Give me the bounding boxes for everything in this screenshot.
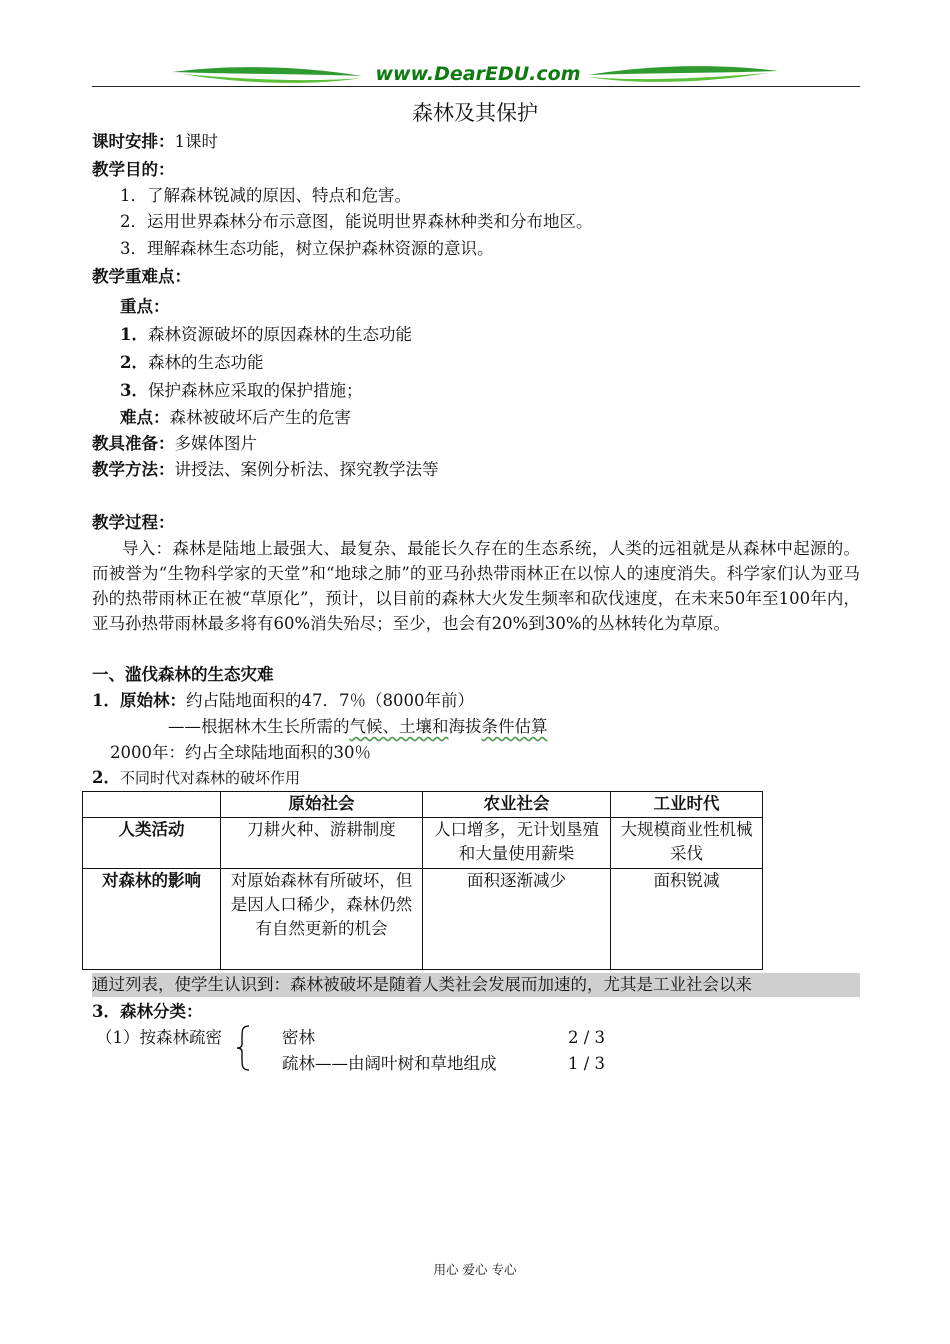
density-item-ratio: 1 / 3	[568, 1054, 606, 1073]
primeval-line	[92, 690, 474, 712]
materials-line	[92, 433, 257, 455]
schedule-label: 课时安排：	[92, 132, 175, 151]
table-header-row	[83, 792, 763, 818]
section-heading: 一、滥伐森林的生态灾难	[92, 665, 274, 684]
focus-item	[120, 324, 412, 346]
table-row-label: 对森林的影响	[83, 869, 221, 970]
difficulty-label: 难点：	[120, 408, 170, 427]
table-cell: 刀耕火种、游耕制度	[221, 818, 423, 869]
density-item-ratio: 2 / 3	[568, 1028, 606, 1047]
table-cell: 面积逐渐减少	[423, 869, 611, 970]
table-caption-num: 2．	[92, 768, 120, 787]
table-header-cell: 原始社会	[221, 792, 423, 818]
focus-label: 重点：	[120, 297, 170, 316]
table-caption	[92, 768, 300, 788]
schedule-line	[92, 131, 218, 153]
methods-label: 教学方法：	[92, 460, 175, 479]
table-header-cell	[83, 792, 221, 818]
classification-heading: 3．森林分类：	[92, 1002, 203, 1021]
year-text: 约占全球陆地面积的30％	[185, 743, 371, 762]
objective-item: 2．运用世界森林分布示意图，能说明世界森林种类和分布地区。	[120, 212, 593, 231]
summary-highlight: 通过列表，使学生认识到：森林被破坏是随着人类社会发展而加速的，尤其是工业社会以来	[92, 973, 860, 997]
table-caption-text: 不同时代对森林的破坏作用	[119, 769, 300, 787]
primeval-note-part: 海拔	[448, 717, 482, 736]
objective-item: 1．了解森林锐减的原因、特点和危害。	[120, 186, 411, 205]
primeval-note	[168, 716, 548, 738]
materials-label: 教具准备：	[92, 434, 175, 453]
objectives-label: 教学目的：	[92, 160, 175, 179]
intro-paragraph: 导入：森林是陆地上最强大、最复杂、最能长久存在的生态系统，人类的远祖就是从森林中起源的。而被誉为“生物科学家的天堂”和“地球之肺”的亚马孙热带雨林正在以惊人的速度消失。科学家们认为亚马孙的热带雨林正在被“草原化”，预计，以目前的森林大火发生频率和砍伐速度，在未来50年至100年内，亚马孙热带雨林最多将有60%消失殆尽；至少，也会有20%到30%的丛林转化为草原。	[92, 539, 860, 633]
table-row	[83, 818, 763, 869]
focus-item-text: 森林的生态功能	[147, 353, 264, 372]
objective-item: 3．理解森林生态功能，树立保护森林资源的意识。	[120, 239, 494, 258]
table-cell: 大规模商业性机械采伐	[611, 818, 763, 869]
page-footer: 用心 爱心 专心	[433, 1262, 517, 1277]
focus-item-num: 2．	[120, 353, 148, 372]
header-divider	[92, 86, 860, 87]
focus-item	[120, 380, 362, 402]
primeval-text: 约占陆地面积的47．7％（8000年前）	[185, 691, 474, 710]
era-impact-table	[82, 791, 763, 970]
by-density-label: （1）按森林疏密	[96, 1028, 222, 1047]
schedule-value: 1课时	[174, 132, 218, 151]
primeval-label: 1．原始林：	[92, 691, 186, 710]
table-row	[83, 869, 763, 970]
materials-value: 多媒体图片	[174, 434, 257, 453]
process-label: 教学过程：	[92, 513, 175, 532]
focus-item-num: 3．	[120, 381, 148, 400]
key-points-label: 教学重难点：	[92, 267, 191, 286]
methods-line	[92, 459, 439, 481]
table-header-cell: 工业时代	[611, 792, 763, 818]
document-title: 森林及其保护	[412, 101, 538, 125]
difficulty-line	[120, 407, 351, 429]
table-cell: 人口增多，无计划垦殖和大量使用薪柴	[423, 818, 611, 869]
focus-item-num: 1．	[120, 325, 148, 344]
density-item-name: 密林	[282, 1028, 315, 1047]
density-item-name: 疏林——由阔叶树和草地组成	[282, 1054, 497, 1073]
year-label: 2000年：	[110, 743, 185, 762]
table-cell: 对原始森林有所破坏，但是因人口稀少，森林仍然有自然更新的机会	[221, 869, 423, 970]
table-header-cell: 农业社会	[423, 792, 611, 818]
table-cell: 面积锐减	[611, 869, 763, 970]
site-logo-text: www.DearEDU.com	[375, 63, 581, 85]
methods-value: 讲授法、案例分析法、探究教学法等	[174, 460, 439, 479]
primeval-note-part: 气候、土壤和	[349, 717, 449, 736]
focus-item	[120, 352, 263, 374]
focus-item-text: 森林资源破坏的原因森林的生态功能	[147, 325, 412, 344]
primeval-note-part: ——根据林木生长所需的	[168, 717, 350, 736]
left-brace-icon	[234, 1024, 252, 1072]
table-row-label: 人类活动	[83, 818, 221, 869]
difficulty-text: 森林被破坏后产生的危害	[169, 408, 351, 427]
year-2000-line	[110, 742, 371, 764]
primeval-note-part: 条件估算	[481, 717, 548, 736]
focus-item-text: 保护森林应采取的保护措施；	[147, 381, 363, 400]
